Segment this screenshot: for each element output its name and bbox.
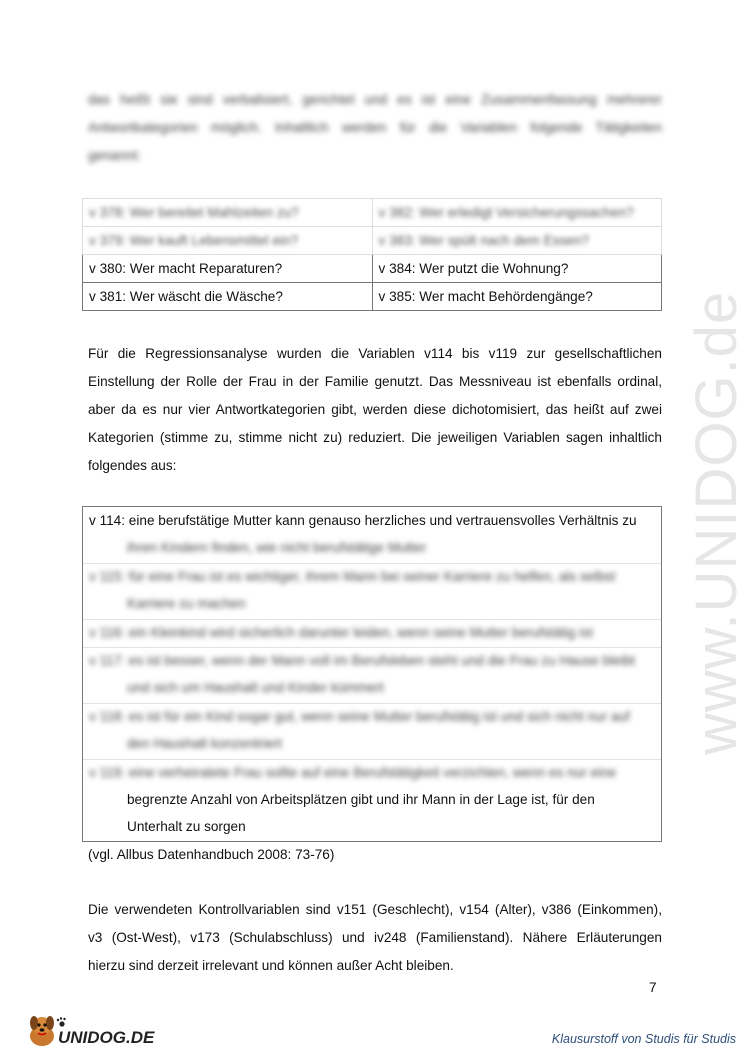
table-row xyxy=(89,759,655,786)
footer-tagline: Klausurstoff von Studis für Studis xyxy=(551,1032,736,1046)
variable-text: Unterhalt zu sorgen xyxy=(127,819,246,834)
intro-line: das heißt sie sind verbalisiert, gerichtet und es ist eine Zusammenfassung mehrerer xyxy=(88,92,662,107)
table-cell: v 383: Wer spült nach dem Essen? xyxy=(372,227,662,255)
intro-line: Antwortkategorien möglich. Inhaltlich werden für die Variablen folgende Tätigkeiten xyxy=(88,120,662,135)
paragraph-line: Einstellung der Rolle der Frau in der Familie genutzt. Das Messniveau ist ebenfalls ordinal, xyxy=(88,374,662,389)
logo-text: UNIDOG.DE xyxy=(58,1028,155,1047)
table-row xyxy=(83,227,662,255)
variable-text: und sich um Haushalt und Kinder kümmert xyxy=(127,680,384,695)
variable-text: v 116: ein Kleinkind wird sicherlich darunter leiden, wenn seine Mutter berufstätig ist xyxy=(89,625,593,640)
intro-paragraph xyxy=(88,86,662,170)
page-number: 7 xyxy=(649,980,657,995)
table-row xyxy=(89,534,655,561)
table-row xyxy=(89,703,655,757)
activities-table xyxy=(82,198,662,311)
dog-icon xyxy=(30,1016,54,1046)
intro-line: genannt: xyxy=(88,148,141,163)
paragraph-line: Für die Regressionsanalyse wurden die Variablen v114 bis v119 zur gesellschaftlichen xyxy=(88,346,662,361)
variable-text: ihren Kindern finden, wie nicht berufstätige Mutter xyxy=(127,540,427,555)
table-cell: v 380: Wer macht Reparaturen? xyxy=(83,255,373,283)
paragraph-line: aber da es nur vier Antwortkategorien gibt, werden diese dichotomisiert, das heißt auf zwei xyxy=(88,402,662,417)
control-variables-paragraph xyxy=(88,896,662,980)
table-cell: v 379: Wer kauft Lebensmittel ein? xyxy=(83,227,373,255)
unidog-logo xyxy=(22,1010,182,1050)
variable-text: v 117: es ist besser, wenn der Mann voll im Berufsleben steht und die Frau zu Hause bleibt xyxy=(89,653,636,668)
watermark xyxy=(628,250,750,760)
table-cell: v 382: Wer erledigt Versicherungssachen? xyxy=(372,199,662,227)
regression-paragraph xyxy=(88,340,662,480)
paw-icon xyxy=(57,1017,66,1026)
table-cell: v 384: Wer putzt die Wohnung? xyxy=(372,255,662,283)
watermark-text: www.UNIDOG.de xyxy=(684,290,749,755)
variable-text: Karriere zu machen xyxy=(127,596,246,611)
paragraph-line: hierzu sind derzeit irrelevant und können außer Acht bleiben. xyxy=(88,958,454,973)
table-cell: v 385: Wer macht Behördengänge? xyxy=(372,283,662,311)
variable-text: begrenzte Anzahl von Arbeitsplätzen gibt und ihr Mann in der Lage ist, für den xyxy=(127,792,595,807)
attitudes-table xyxy=(82,506,662,842)
table-row xyxy=(89,786,655,840)
citation: (vgl. Allbus Datenhandbuch 2008: 73-76) xyxy=(88,847,335,862)
variable-text: v 115: für eine Frau ist es wichtiger, ihrem Mann bei seiner Karriere zu helfen, als selbst xyxy=(89,569,616,584)
variable-text: den Haushalt konzentriert xyxy=(127,736,282,751)
variable-text: v 118: es ist für ein Kind sogar gut, wenn seine Mutter berufstätig ist und sich nicht nur auf xyxy=(89,709,630,724)
table-row xyxy=(89,563,655,617)
table-row xyxy=(89,619,655,646)
table-row xyxy=(89,507,655,534)
variable-text: v 119: eine verheiratete Frau sollte auf eine Berufstätigkeit verzichten, wenn es nur eine xyxy=(89,765,617,780)
table-row xyxy=(83,199,662,227)
table-row xyxy=(89,647,655,701)
paragraph-line: Die verwendeten Kontrollvariablen sind v151 (Geschlecht), v154 (Alter), v386 (Einkommen), xyxy=(88,902,662,917)
variable-text: v 114: eine berufstätige Mutter kann genauso herzliches und vertrauensvolles Verhältnis zu xyxy=(89,513,637,528)
table-row xyxy=(83,255,662,283)
paragraph-line: folgendes aus: xyxy=(88,458,177,473)
table-cell: v 378: Wer bereitet Mahlzeiten zu? xyxy=(83,199,373,227)
paragraph-line: Kategorien (stimme zu, stimme nicht zu) reduziert. Die jeweiligen Variablen sagen inhaltlich xyxy=(88,430,662,445)
paragraph-line: v3 (Ost-West), v173 (Schulabschluss) und iv248 (Familienstand). Nähere Erläuterungen xyxy=(88,930,662,945)
table-cell: v 381: Wer wäscht die Wäsche? xyxy=(83,283,373,311)
table-row xyxy=(83,283,662,311)
